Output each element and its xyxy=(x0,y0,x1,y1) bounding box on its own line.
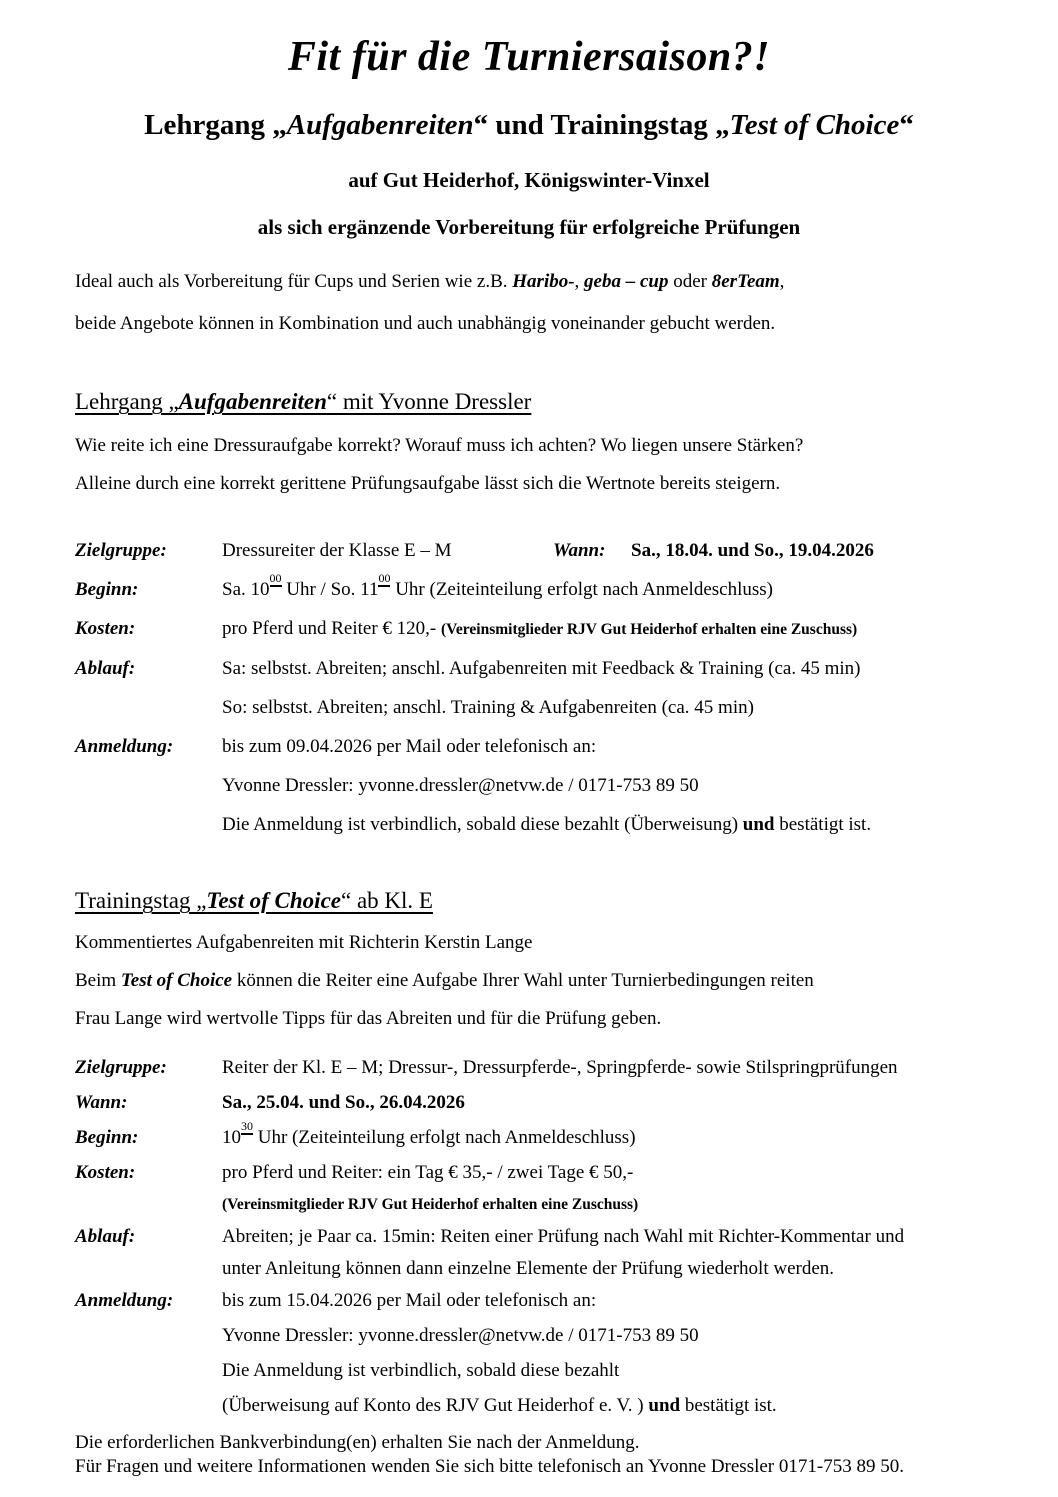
subtitle-training-name: Test of Choice xyxy=(729,109,900,142)
terms-part: Die Anmeldung ist verbindlich, sobald diese bezahlt (Überweisung) xyxy=(222,814,743,836)
label-ablauf: Ablauf: xyxy=(75,1226,136,1248)
members-note: (Vereinsmitglieder RJV Gut Heiderhof erhalten eine Zuschuss) xyxy=(440,621,858,639)
subtitle-course-name: Aufgabenreiten xyxy=(286,109,474,142)
indent-spacer xyxy=(75,1254,222,1283)
value-anmeldung-deadline: bis zum 09.04.2026 per Mail oder telefonisch an: xyxy=(222,736,597,758)
terms-emphasis: und xyxy=(742,814,775,836)
value-ablauf-so: So: selbstst. Abreiten; anschl. Training & Aufgabenreiten (ca. 45 min) xyxy=(222,697,754,719)
value-beginn xyxy=(222,570,1010,609)
row-kosten-note xyxy=(75,1190,1010,1219)
heading-training-name: Test of Choice xyxy=(206,888,341,914)
terms-text: Die Anmeldung ist verbindlich, sobald diese bezahlt xyxy=(222,1360,620,1382)
document-title: Fit für die Turniersaison?! xyxy=(287,34,771,80)
intro-line-1 xyxy=(75,261,1010,303)
terms-part: bestätigt ist. xyxy=(774,814,872,836)
label-beginn: Beginn: xyxy=(75,579,139,601)
description-line: Alleine durch eine korrekt gerittene Prüfungsaufgabe lässt sich die Wertnote bereits steigern. xyxy=(75,473,781,495)
value-wann: Sa., 18.04. und So., 19.04.2026 xyxy=(631,540,874,562)
row-ablauf xyxy=(75,1219,1010,1254)
row-kosten xyxy=(75,609,1010,649)
section-heading-trainingstag xyxy=(75,888,433,914)
label-wann: Wann: xyxy=(75,1092,128,1114)
document-header xyxy=(0,0,1058,240)
section-trainingstag xyxy=(75,864,1010,1423)
row-anmeldung-terms xyxy=(75,805,1010,844)
value-kosten xyxy=(222,609,1010,649)
time-text: Uhr (Zeiteinteilung erfolgt nach Anmeldeschluss) xyxy=(390,579,773,601)
time-text: Uhr / So. 11 xyxy=(281,579,379,601)
subtitle-text: Lehrgang „ xyxy=(144,109,287,142)
intro-text: , xyxy=(574,271,585,293)
description-line xyxy=(75,962,1010,1000)
section-description xyxy=(75,924,1010,1038)
indent-spacer xyxy=(75,1190,222,1219)
footer-line-bank: Die erforderlichen Bankverbindung(en) erhalten Sie nach der Anmeldung. xyxy=(75,1432,640,1454)
terms-part: bestätigt ist. xyxy=(680,1395,777,1417)
value-zielgruppe: Reiter der Kl. E – M; Dressur-, Dressurpferde-, Springpferde- sowie Stilspringprüfungen xyxy=(222,1057,898,1079)
indent-spacer xyxy=(75,805,222,844)
document-footer xyxy=(75,1431,1010,1479)
heading-course-name: Aufgabenreiten xyxy=(178,389,327,415)
terms-part: (Überweisung auf Konto des RJV Gut Heiderhof e. V. ) xyxy=(222,1395,649,1417)
event-tagline: als sich ergänzende Vorbereitung für erfolgreiche Prüfungen xyxy=(257,215,801,240)
row-ablauf-cont xyxy=(75,1254,1010,1283)
value-ablauf-line2: unter Anleitung können dann einzelne Elemente der Prüfung wiederholt werden. xyxy=(222,1258,835,1280)
row-anmeldung-terms1 xyxy=(75,1353,1010,1388)
label-zielgruppe: Zielgruppe: xyxy=(75,1057,167,1079)
subtitle-text: “ xyxy=(899,109,914,142)
price-text: pro Pferd und Reiter € 120,- xyxy=(222,618,441,640)
document-body xyxy=(75,261,1010,1479)
series-geba-cup: geba – cup xyxy=(584,271,669,293)
event-location: auf Gut Heiderhof, Königswinter-Vinxel xyxy=(348,168,710,193)
label-kosten: Kosten: xyxy=(75,618,136,640)
label-anmeldung: Anmeldung: xyxy=(75,1290,174,1312)
indent-spacer xyxy=(75,688,222,727)
value-zielgruppe: Dressureiter der Klasse E – M xyxy=(222,540,452,562)
members-note: (Vereinsmitglieder RJV Gut Heiderhof erhalten eine Zuschuss) xyxy=(222,1196,639,1214)
intro-text: , xyxy=(779,271,785,293)
indent-spacer xyxy=(75,1353,222,1388)
label-wann: Wann: xyxy=(553,540,606,562)
contact-info: Yvonne Dressler: yvonne.dressler@netvw.de / 0171-753 89 50 xyxy=(222,775,699,797)
heading-text: “ mit Yvonne Dressler xyxy=(326,389,532,415)
series-8erteam: 8erTeam xyxy=(711,271,780,293)
intro-text: Ideal auch als Vorbereitung für Cups und Serien wie z.B. xyxy=(75,271,513,293)
row-anmeldung-contact xyxy=(75,766,1010,805)
time-text: 10 xyxy=(222,1127,241,1149)
value-anmeldung-deadline: bis zum 15.04.2026 per Mail oder telefonisch an: xyxy=(222,1290,597,1312)
heading-text: Trainingstag „ xyxy=(75,888,207,914)
row-beginn xyxy=(75,570,1010,609)
description-line: Frau Lange wird wertvolle Tipps für das Abreiten und für die Prüfung geben. xyxy=(75,1008,662,1030)
row-anmeldung-contact xyxy=(75,1318,1010,1353)
row-anmeldung xyxy=(75,1283,1010,1318)
value-ablauf-sa: Sa: selbstst. Abreiten; anschl. Aufgabenreiten mit Feedback & Training (ca. 45 min) xyxy=(222,658,861,680)
intro-text: oder xyxy=(668,271,712,293)
value-ablauf-line1: Abreiten; je Paar ca. 15min: Reiten einer Prüfung nach Wahl mit Richter-Kommentar und xyxy=(222,1226,905,1248)
description-part: Beim xyxy=(75,970,121,992)
row-anmeldung-terms2 xyxy=(75,1388,1010,1423)
terms-emphasis: und xyxy=(648,1395,681,1417)
time-text: Sa. 10 xyxy=(222,579,270,601)
intro-line-2: beide Angebote können in Kombination und auch unabhängig voneinander gebucht werden. xyxy=(75,313,776,335)
label-kosten: Kosten: xyxy=(75,1162,136,1184)
heading-text: “ ab Kl. E xyxy=(341,888,433,914)
description-part: können die Reiter eine Aufgabe Ihrer Wahl unter Turnierbedingungen reiten xyxy=(232,970,814,992)
time-superscript: 00 xyxy=(378,571,391,586)
detail-rows xyxy=(75,531,1010,844)
label-ablauf: Ablauf: xyxy=(75,658,136,680)
row-beginn xyxy=(75,1120,1010,1155)
label-zielgruppe: Zielgruppe: xyxy=(75,540,167,562)
footer-line-contact: Für Fragen und weitere Informationen wenden Sie sich bitte telefonisch an Yvonne Dressler 0171-753 89 50. xyxy=(75,1456,904,1478)
section-heading-lehrgang xyxy=(75,389,531,415)
heading-text: Lehrgang „ xyxy=(75,389,179,415)
detail-rows xyxy=(75,1050,1010,1423)
row-anmeldung xyxy=(75,727,1010,766)
row-ablauf xyxy=(75,649,1010,688)
subtitle-text: “ und Trainingstag „ xyxy=(473,109,730,142)
terms-text xyxy=(222,1388,1010,1423)
time-text: Uhr (Zeiteinteilung erfolgt nach Anmeldeschluss) xyxy=(253,1127,636,1149)
row-zielgruppe-wann xyxy=(75,531,1010,570)
contact-info: Yvonne Dressler: yvonne.dressler@netvw.de / 0171-753 89 50 xyxy=(222,1325,699,1347)
value-beginn xyxy=(222,1120,1010,1155)
indent-spacer xyxy=(75,1318,222,1353)
training-name-emphasis: Test of Choice xyxy=(120,970,233,992)
document-subtitle xyxy=(0,108,1058,143)
row-wann xyxy=(75,1085,1010,1120)
terms-text xyxy=(222,805,1010,844)
value-wann: Sa., 25.04. und So., 26.04.2026 xyxy=(222,1092,465,1114)
indent-spacer xyxy=(75,1388,222,1423)
value-kosten: pro Pferd und Reiter: ein Tag € 35,- / zwei Tage € 50,- xyxy=(222,1162,634,1184)
description-line: Kommentiertes Aufgabenreiten mit Richterin Kerstin Lange xyxy=(75,932,533,954)
series-haribo: Haribo- xyxy=(512,271,575,293)
label-anmeldung: Anmeldung: xyxy=(75,736,174,758)
label-beginn: Beginn: xyxy=(75,1127,139,1149)
section-description xyxy=(75,427,1010,503)
intro-paragraph xyxy=(75,261,1010,345)
row-zielgruppe xyxy=(75,1050,1010,1085)
row-ablauf-cont xyxy=(75,688,1010,727)
description-line: Wie reite ich eine Dressuraufgabe korrekt? Worauf muss ich achten? Wo liegen unsere Stärken? xyxy=(75,435,804,457)
time-superscript: 00 xyxy=(269,571,282,586)
indent-spacer xyxy=(75,766,222,805)
time-superscript: 30 xyxy=(241,1119,253,1134)
section-lehrgang xyxy=(75,345,1010,844)
row-kosten xyxy=(75,1155,1010,1190)
